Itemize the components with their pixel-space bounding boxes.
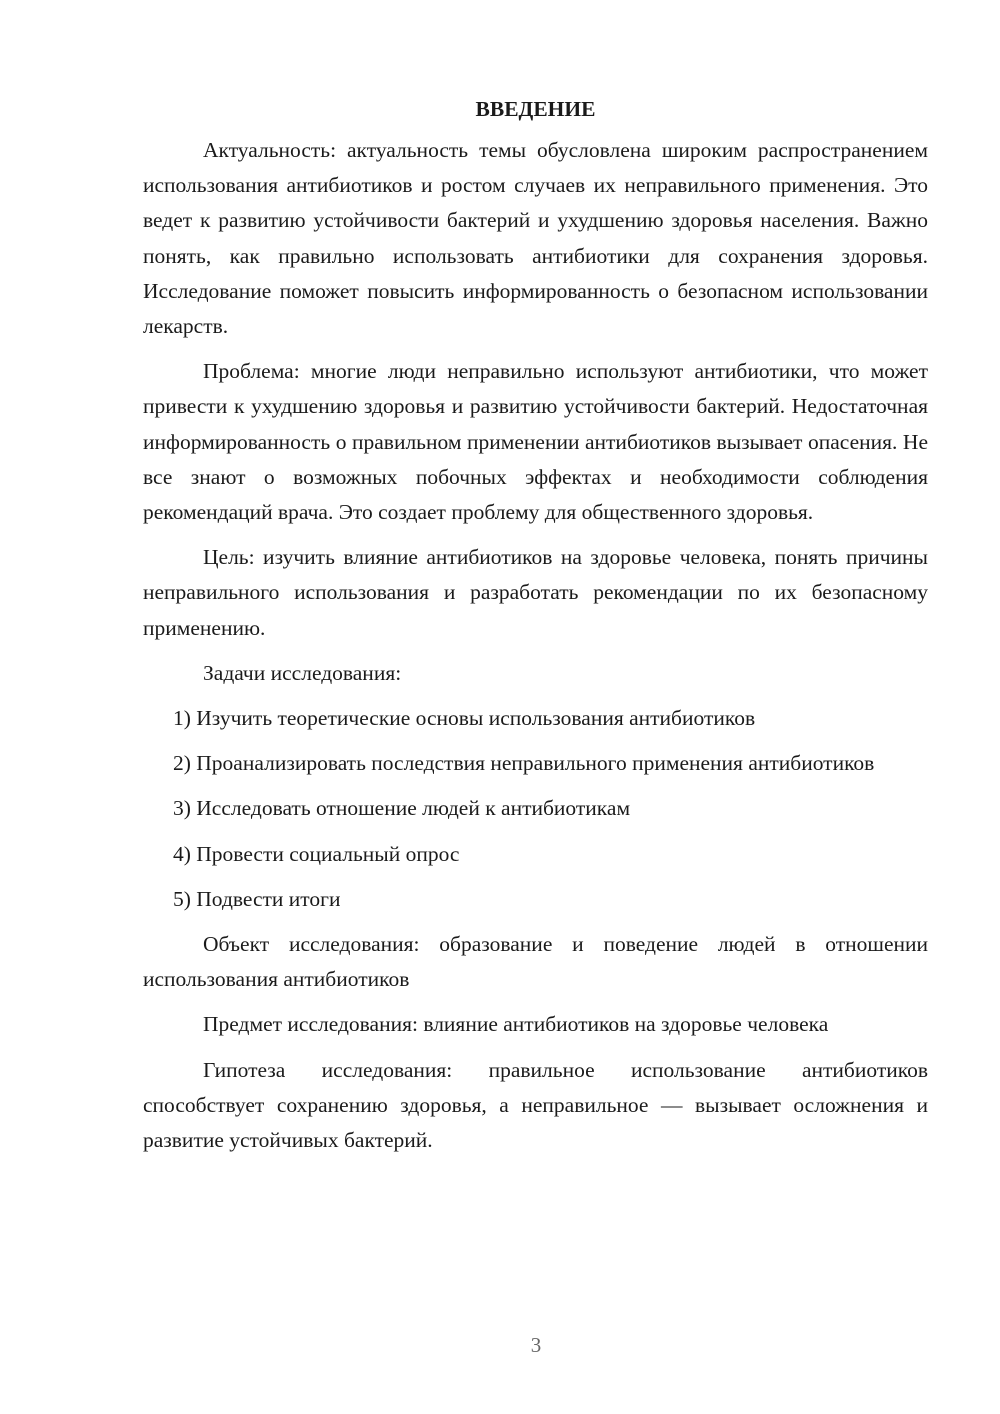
document-page: [143, 92, 928, 1168]
task-item-4: 4) Провести социальный опрос: [173, 841, 460, 866]
relevance-paragraph: Актуальность: актуальность темы обусловлена широким распространением использования антибиотиков и ростом случаев их неправильного применения. Это ведет к развитию устойчивости бактерий и ухудшению здоровья населения. Важно понять, как правильно использовать антибиотики для сохранения здоровья. Исследование поможет повысить информированность о безопасном использовании лекарств.: [143, 138, 928, 339]
tasks-heading: Задачи исследования:: [203, 660, 402, 685]
task-item-1: 1) Изучить теоретические основы использования антибиотиков: [173, 706, 756, 731]
page-number: 3: [530, 1333, 542, 1357]
section-title: ВВЕДЕНИЕ: [475, 97, 596, 121]
task-item-2: 2) Проанализировать последствия неправильного применения антибиотиков: [173, 751, 875, 776]
goal-paragraph: Цель: изучить влияние антибиотиков на здоровье человека, понять причины неправильного использования и разработать рекомендации по их безопасному применению.: [143, 545, 928, 640]
task-item-5: 5) Подвести итоги: [173, 886, 341, 911]
task-item-3: 3) Исследовать отношение людей к антибиотикам: [173, 796, 631, 821]
problem-paragraph: Проблема: многие люди неправильно используют антибиотики, что может привести к ухудшению здоровья и развитию устойчивости бактерий. Недостаточная информированность о правильном применении антибиотиков вызывает опасения. Не все знают о возможных побочных эффектах и необходимости соблюдения рекомендаций врача. Это создает проблему для общественного здоровья.: [143, 359, 928, 525]
hypothesis-paragraph: Гипотеза исследования: правильное использование антибиотиков способствует сохранению здоровья, а неправильное — вызывает осложнения и развитие устойчивых бактерий.: [143, 1057, 928, 1153]
object-paragraph: Объект исследования: образование и поведение людей в отношении использования антибиотиков: [143, 932, 928, 992]
subject-paragraph: Предмет исследования: влияние антибиотиков на здоровье человека: [203, 1012, 829, 1037]
